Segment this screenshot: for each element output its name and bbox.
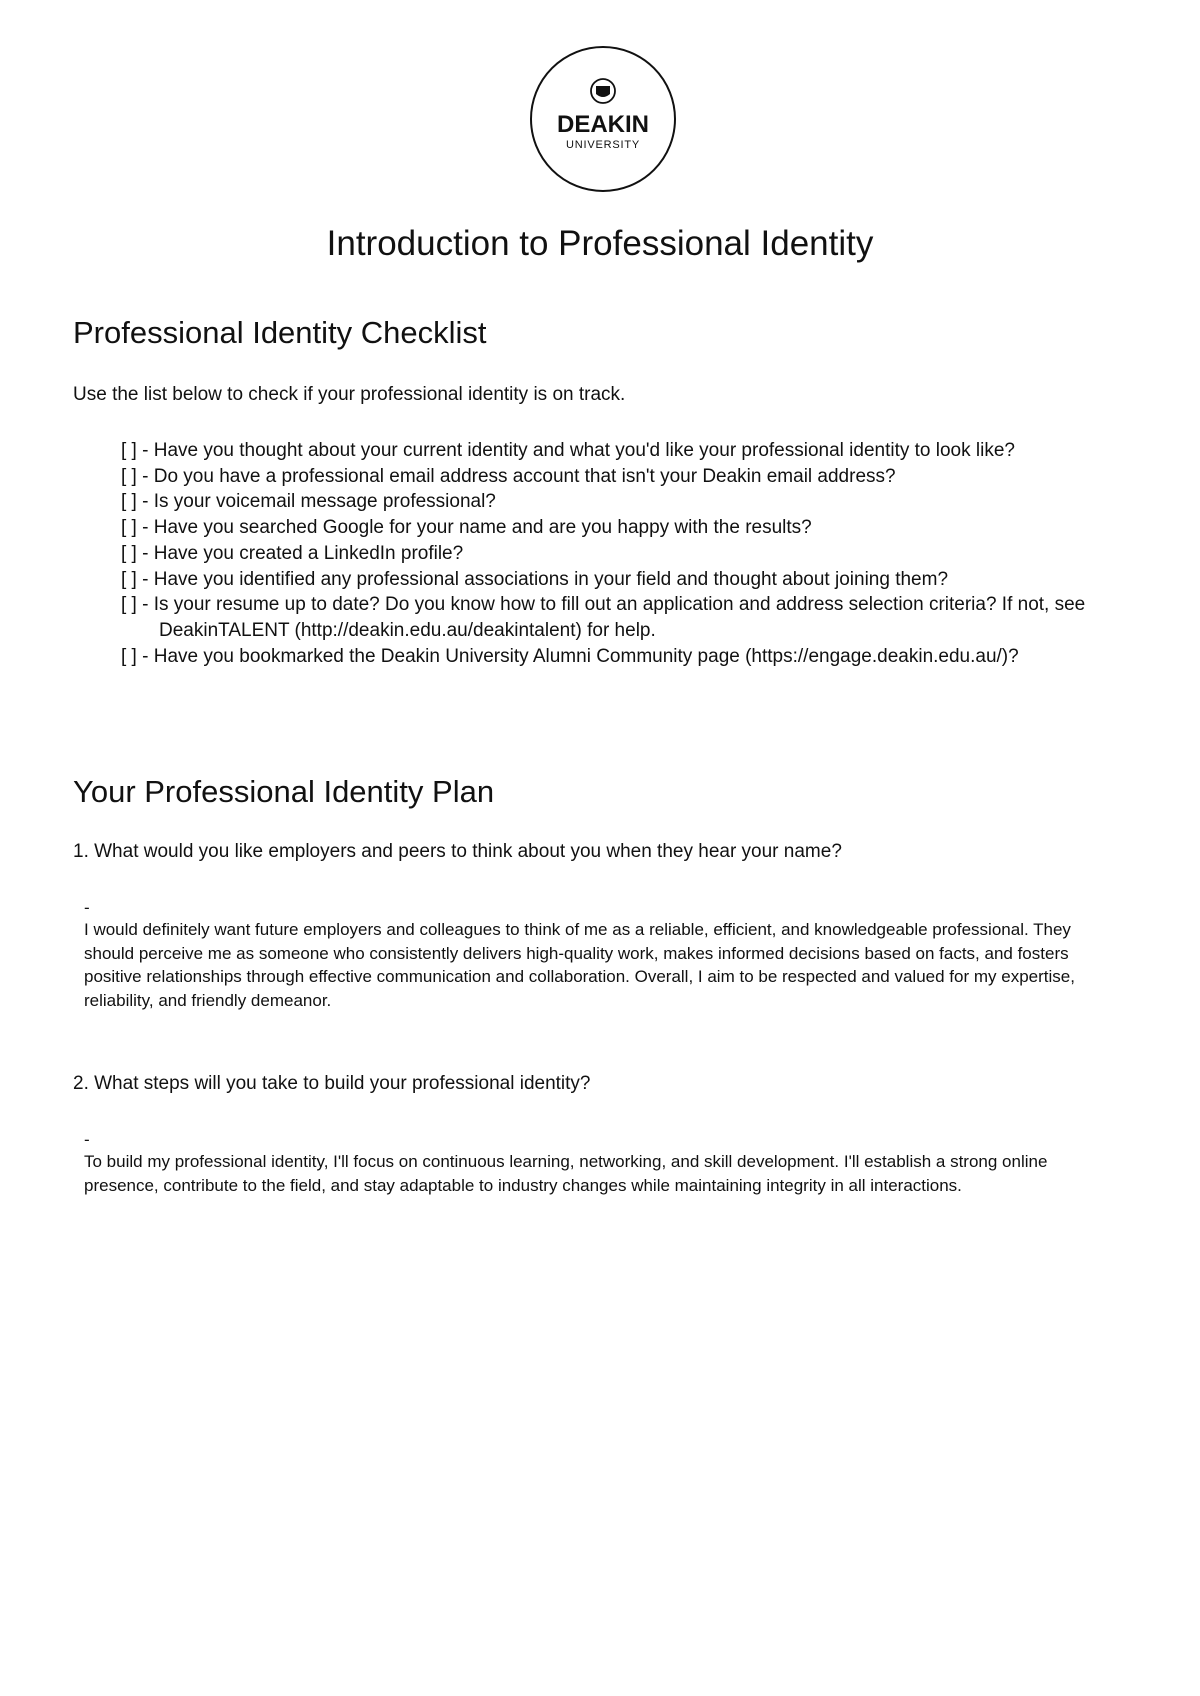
answer-text: To build my professional identity, I'll focus on continuous learning, networking, and skill development. I'll establish a strong online presence, contribute to the field, and stay adaptable to industry changes while maintaining integrity in all interactions.: [84, 1152, 1048, 1195]
logo-subname: UNIVERSITY: [565, 139, 641, 151]
checklist-item: [ ] - Have you bookmarked the Deakin University Alumni Community page (https://engage.deakin.edu.au/)?: [121, 645, 1019, 667]
checklist-item: [ ] - Have you identified any professional associations in your field and thought about joining them?: [121, 568, 949, 590]
deakin-logo-mark: [528, 44, 678, 194]
plan-answer-1: [84, 897, 1124, 1012]
answer-text: I would definitely want future employers and colleagues to think of me as a reliable, efficient, and knowledgeable professional. They should perceive me as someone who consistently delivers high-quality work, makes informed decisions based on facts, and fosters positive relationships through effective communication and collaboration. Overall, I aim to be respected and valued for my expertise, reliability, and friendly demeanor.: [84, 920, 1075, 1010]
logo-name: DEAKIN: [556, 111, 650, 138]
checklist-item: [ ] - Have you searched Google for your name and are you happy with the results?: [121, 517, 812, 539]
plan-answer-2: [84, 1129, 1124, 1197]
checklist-item: [ ] - Have you thought about your current identity and what you'd like your professional identity to look like?: [121, 440, 1015, 461]
plan-question-2: 2. What steps will you take to build your professional identity?: [73, 1073, 591, 1094]
deakin-logo: [528, 44, 678, 194]
answer-dash: -: [84, 898, 90, 917]
checklist-intro: Use the list below to check if your professional identity is on track.: [73, 384, 626, 405]
checklist-heading: Professional Identity Checklist: [73, 315, 487, 350]
checklist-item: [ ] - Do you have a professional email address account that isn't your Deakin email address?: [121, 465, 896, 487]
checklist: [121, 438, 1161, 669]
checklist-item: [ ] - Is your resume up to date? Do you know how to fill out an application and address selection criteria? If not, see DeakinTALENT (http://deakin.edu.au/deakintalent) for help.: [121, 594, 1086, 641]
checklist-item: [ ] - Have you created a LinkedIn profile?: [121, 542, 464, 564]
checklist-item: [ ] - Is your voicemail message professional?: [121, 491, 496, 513]
document-title: Introduction to Professional Identity: [326, 224, 874, 263]
plan-question-1: 1. What would you like employers and peers to think about you when they hear your name?: [73, 841, 842, 862]
shield-icon: [596, 86, 610, 97]
answer-dash: -: [84, 1130, 90, 1149]
plan-heading: Your Professional Identity Plan: [73, 774, 495, 809]
